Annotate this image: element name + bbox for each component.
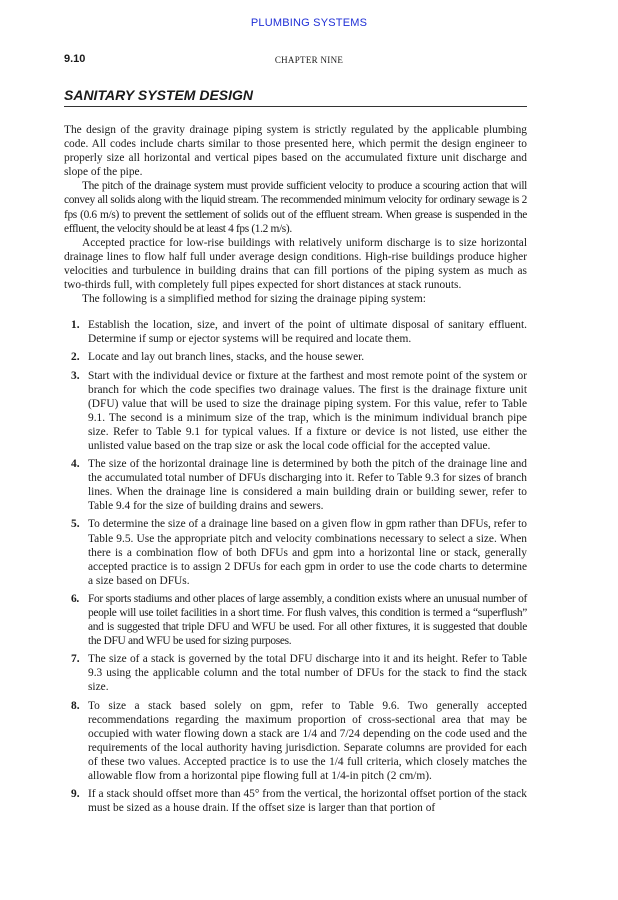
list-item [64, 350, 527, 364]
paragraph: The design of the gravity drainage piping system is strictly regulated by the applicable plumbing code. All codes include charts similar to those presented here, which permit the design engineer to properly size all horizontal and vertical pipes based on the accumulated fixture unit discharge and slope of the pipe. [64, 124, 527, 179]
step-text: If a stack should offset more than 45° from the vertical, the horizontal offset portion of the stack must be sized as a house drain. If the offset size is larger than that portion of [88, 788, 527, 815]
step-number: 2. [71, 351, 80, 364]
list-item [64, 369, 527, 454]
body-text [64, 123, 527, 819]
step-text: Start with the individual device or fixture at the farthest and most remote point of the system or branch for which the code specifies two drainage values. The first is the drainage fixture unit (DFU) value that will be used to size the drainage piping system. For this value, refer to Table 9.1. The second is a minimum size of the trap, which is the minimum individual branch pipe size. Refer to Table 9.1 for typical values. If a fixture or device is not listed, use either the unlisted value based on the trap size or ask the local code official for the accepted value. [88, 369, 527, 452]
step-number: 7. [71, 653, 80, 666]
step-text: Establish the location, size, and invert of the point of ultimate disposal of sanitary effluent. Determine if sump or ejector systems will be required and locate them. [88, 319, 527, 346]
step-number: 9. [71, 788, 80, 801]
step-number: 4. [71, 458, 80, 471]
step-number: 6. [71, 592, 79, 605]
title-divider [64, 106, 527, 107]
list-item [64, 652, 527, 694]
running-head: PLUMBING SYSTEMS [250, 17, 368, 29]
paragraph: Accepted practice for low-rise buildings with relatively uniform discharge is to size horizontal drainage lines to flow half full under average design conditions. High-rise buildings produce higher velocities and turbulence in building drains that can fill portions of the piping system as much as two-thirds full, with completely full pipes expected for short distances at stack runouts. [64, 236, 527, 292]
step-number: 1. [71, 319, 80, 332]
step-number: 5. [71, 518, 80, 531]
step-number: 3. [71, 369, 80, 382]
list-item [64, 699, 527, 784]
list-item [64, 457, 527, 513]
step-text: For sports stadiums and other places of large assembly, a condition exists where an unusual number of people will use toilet facilities in a short time. For flush valves, this condition is termed a “superflush” and is suggested that triple DFU and WFU be used. For all other fixtures, it is suggested that double the DFU and WFU be used for sizing purposes. [88, 592, 527, 648]
paragraph: The pitch of the drainage system must provide sufficient velocity to produce a scouring action that will convey all solids along with the liquid stream. The recommended minimum velocity for ordinary sewage is 2 fps (0.6 m/s) to prevent the settlement of solids out of the effluent stream. When grease is suspended in the effluent, the velocity should be at least 4 fps (1.2 m/s). [64, 180, 527, 235]
step-text: The size of the horizontal drainage line is determined by both the pitch of the drainage line and the accumulated total number of DFUs discharging into it. Refer to Table 9.3 for sizes of branch lines. When the drainage line is considered a main building drain or building sewer, refer to Table 9.4 for the size of building drains and sewers. [88, 458, 527, 513]
list-item [64, 592, 527, 648]
paragraph: The following is a simplified method for sizing the drainage piping system: [82, 293, 426, 306]
page-number: 9.10 [64, 53, 86, 65]
step-text: Locate and lay out branch lines, stacks, and the house sewer. [88, 351, 365, 364]
step-text: To determine the size of a drainage line based on a given flow in gpm rather than DFUs, refer to Table 9.5. Use the appropriate pitch and velocity combinations necessary to select a size. When there is a combination flow of both DFUs and gpm into a horizontal line or stack, generally accepted practice is to assign 2 DFUs for each gpm in order to use the code charts to determine a size based on DFUs. [88, 518, 527, 587]
step-number: 8. [71, 699, 80, 712]
list-item [64, 517, 527, 587]
step-list [64, 318, 527, 815]
list-item [64, 787, 527, 815]
step-text: To size a stack based solely on gpm, refer to Table 9.6. Two generally accepted recommendations regarding the maximum proportion of cross-sectional area that may be occupied with water flowing down a stack are 1/4 and 7/24 depending on the code used and the requirements of the local authority having jurisdiction. Separate columns are provided for each of these two values. Accepted practice is to use the 1/4 full criteria, which closely matches the allowable flow from a horizontal pipe flowing full at 1/4-in pitch (2 cm/m). [88, 699, 527, 783]
step-text: The size of a stack is governed by the total DFU discharge into it and its height. Refer to Table 9.3 using the applicable column and the total number of DFUs for the stack to find the stack size. [88, 653, 527, 694]
section-title: SANITARY SYSTEM DESIGN [64, 87, 254, 103]
chapter-label: CHAPTER NINE [274, 55, 344, 65]
list-item [64, 318, 527, 346]
